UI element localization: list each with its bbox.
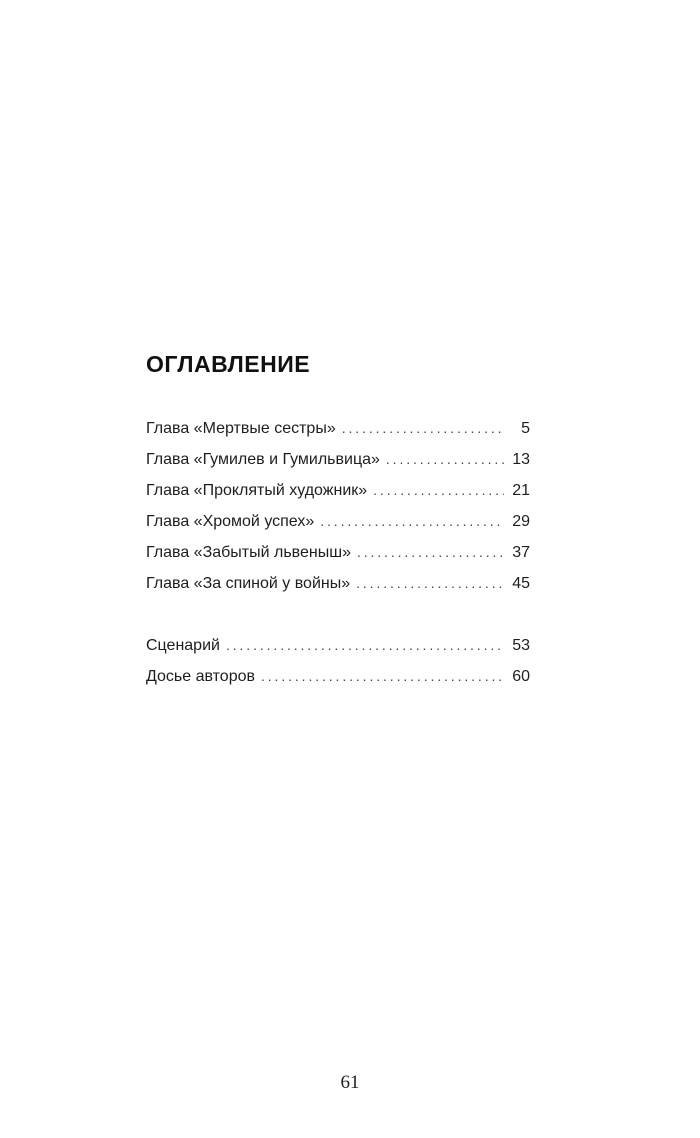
toc-entry[interactable] — [146, 544, 530, 575]
toc-entry[interactable] — [146, 451, 530, 482]
chapters-group — [146, 420, 530, 606]
toc-entry[interactable] — [146, 575, 530, 606]
dot-leader — [226, 637, 504, 653]
toc-entry-label: Глава «Мертвые сестры» — [146, 420, 336, 437]
toc-entry-page: 45 — [512, 575, 530, 592]
toc-entry-page: 5 — [521, 420, 530, 437]
toc-heading: ОГЛАВЛЕНИЕ — [146, 351, 311, 377]
toc-entry[interactable] — [146, 420, 530, 451]
extras-group — [146, 637, 530, 699]
toc-entry-page: 29 — [512, 513, 530, 530]
dot-leader — [386, 451, 504, 467]
page-number: 61 — [340, 1072, 360, 1093]
toc-entry-label: Сценарий — [146, 637, 220, 654]
toc-entry-label: Глава «Хромой успех» — [146, 513, 315, 530]
dot-leader — [320, 513, 504, 529]
dot-leader — [357, 544, 504, 560]
toc-entry-page: 13 — [512, 451, 530, 468]
toc-entry-page: 53 — [512, 637, 530, 654]
toc-entry-page: 60 — [512, 668, 530, 685]
table-of-contents — [146, 420, 530, 699]
dot-leader — [373, 482, 504, 498]
toc-entry-label: Глава «За спиной у войны» — [146, 575, 351, 592]
toc-entry-label: Глава «Проклятый художник» — [146, 482, 368, 499]
dot-leader — [356, 575, 504, 591]
toc-entry-label: Глава «Гумилев и Гумильвица» — [146, 451, 380, 468]
toc-entry-label: Глава «Забытый львеныш» — [146, 544, 351, 561]
toc-entry[interactable] — [146, 482, 530, 513]
toc-entry-label: Досье авторов — [146, 668, 255, 685]
dot-leader — [261, 668, 504, 684]
toc-entry[interactable] — [146, 513, 530, 544]
toc-entry-page: 21 — [512, 482, 530, 499]
toc-entry[interactable] — [146, 668, 530, 699]
toc-entry[interactable] — [146, 637, 530, 668]
toc-entry-page: 37 — [512, 544, 530, 561]
dot-leader — [342, 420, 504, 436]
